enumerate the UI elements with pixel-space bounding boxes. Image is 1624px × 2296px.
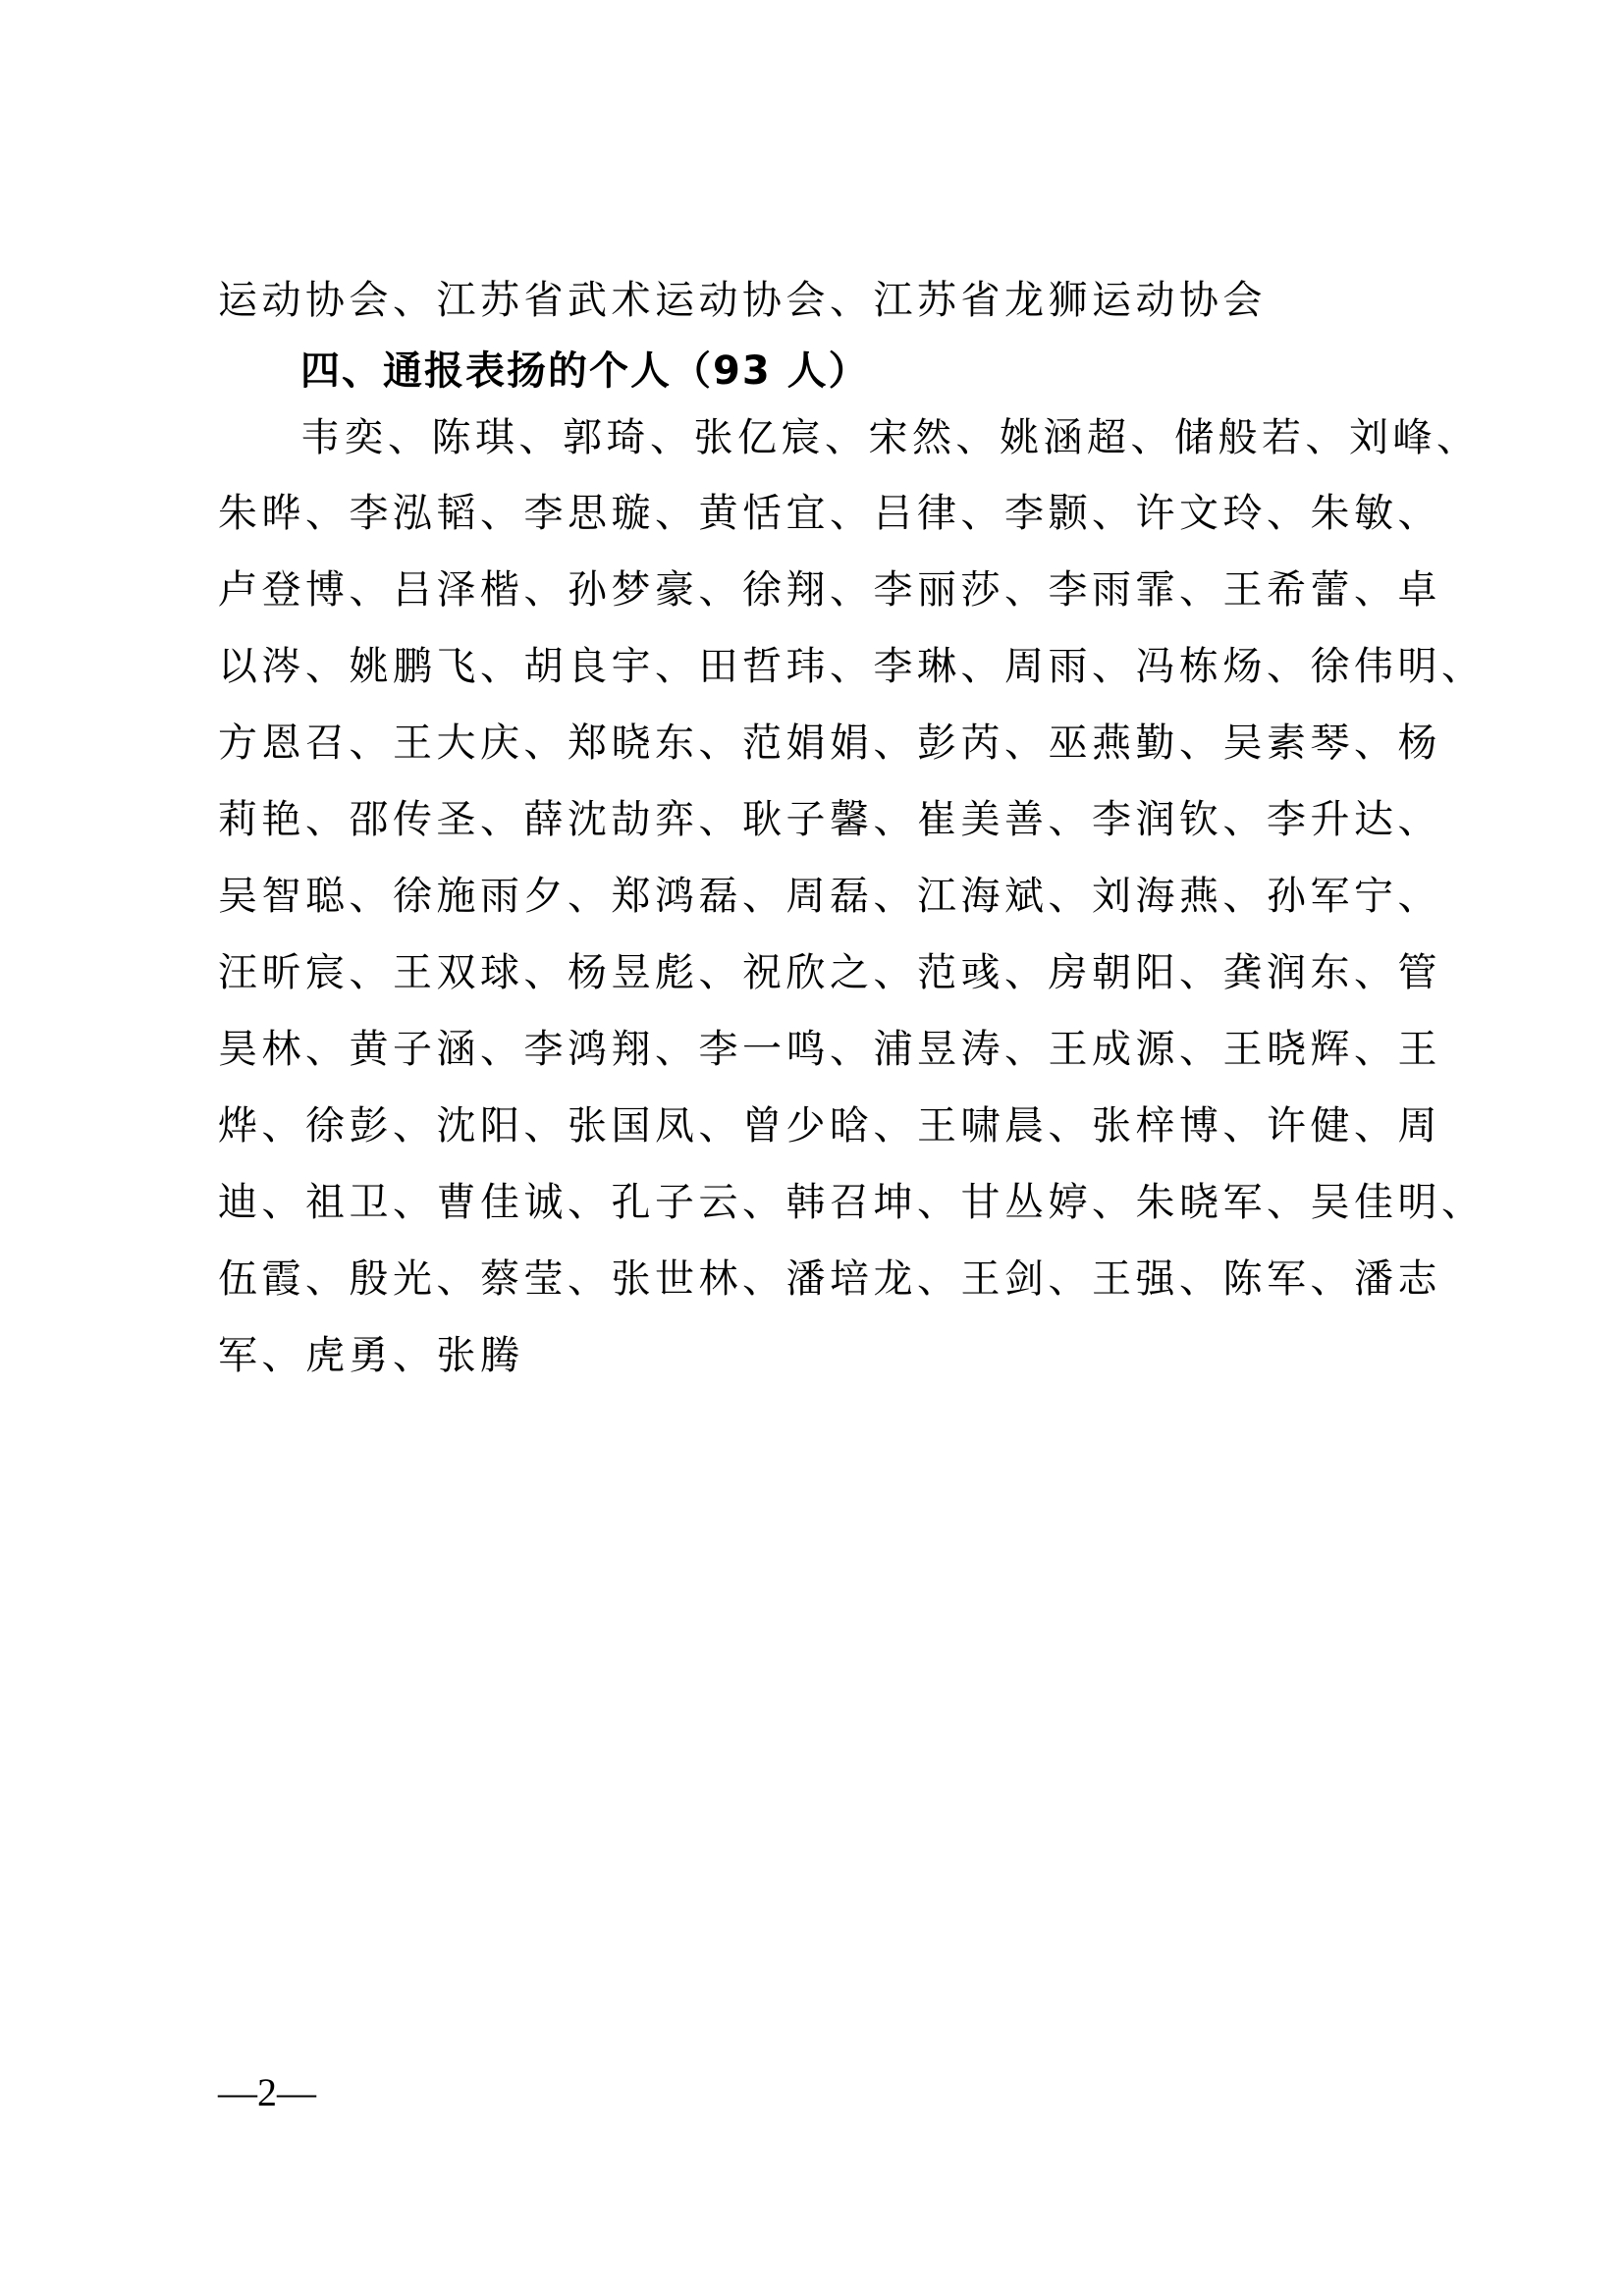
names-line: 烨、徐彭、沈阳、张国凤、曾少晗、王啸晨、张梓博、许健、周	[218, 1103, 1441, 1148]
continuation-line: 运动协会、江苏省武术运动协会、江苏省龙狮运动协会	[218, 278, 1267, 323]
names-line: 昊林、黄子涵、李鸿翔、李一鸣、浦昱涛、王成源、王晓辉、王	[218, 1027, 1441, 1072]
section-heading: 四、通报表扬的个人（93 人）	[300, 348, 870, 394]
names-line: 莉艳、邵传圣、薛沈劼弈、耿子馨、崔美善、李润钦、李升达、	[218, 797, 1441, 842]
names-line: 迪、祖卫、曹佳诚、孔子云、韩召坤、甘丛婷、朱晓军、吴佳明、	[218, 1180, 1486, 1225]
names-line: 卢登博、吕泽楷、孙梦豪、徐翔、李丽莎、李雨霏、王希蕾、卓	[218, 567, 1441, 613]
names-line: 方恩召、王大庆、郑晓东、范娟娟、彭芮、巫燕勤、吴素琴、杨	[218, 721, 1441, 766]
names-line: 伍霞、殷光、蔡莹、张世林、潘培龙、王剑、王强、陈军、潘志	[218, 1256, 1441, 1302]
names-line: 汪昕宸、王双球、杨昱彪、祝欣之、范彧、房朝阳、龚润东、管	[218, 950, 1441, 995]
page-number: —2—	[218, 2070, 316, 2114]
names-line: 吴智聪、徐施雨夕、郑鸿磊、周磊、江海斌、刘海燕、孙军宁、	[218, 874, 1441, 919]
names-line: 军、虎勇、张腾	[218, 1333, 524, 1378]
names-line: 以涔、姚鹏飞、胡良宇、田哲玮、李琳、周雨、冯栋炀、徐伟明、	[218, 644, 1486, 689]
names-line: 朱晔、李泓韬、李思璇、黄恬宜、吕律、李颢、许文玲、朱敏、	[218, 491, 1441, 536]
names-line: 韦奕、陈琪、郭琦、张亿宸、宋然、姚涵超、储般若、刘峰、	[300, 415, 1481, 460]
